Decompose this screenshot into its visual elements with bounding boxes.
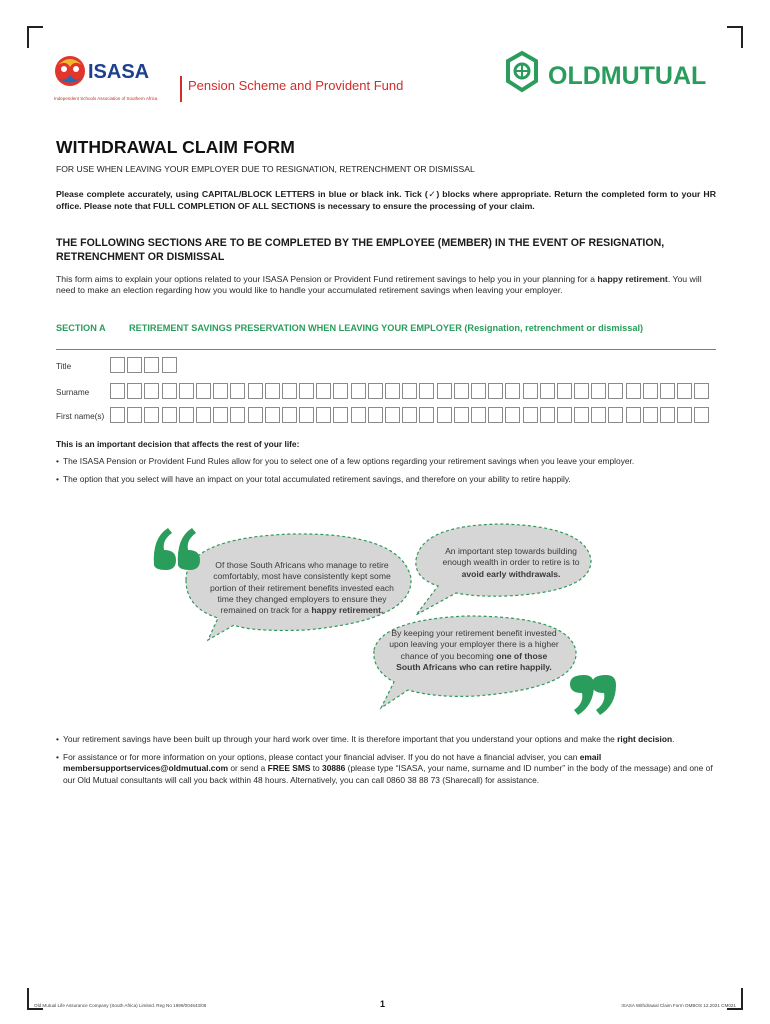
char-box[interactable] <box>127 357 142 373</box>
char-box[interactable] <box>454 383 469 399</box>
char-box[interactable] <box>471 383 486 399</box>
footer-legal: Old Mutual Life Assurance Company (South Africa) Limited. Reg No 1999/004643/06 <box>34 1003 207 1008</box>
section-a-title: RETIREMENT SAVINGS PRESERVATION WHEN LEAVING YOUR EMPLOYER (Resignation, retrenchment or dismissal) <box>129 323 644 333</box>
char-box[interactable] <box>368 383 383 399</box>
char-box[interactable] <box>248 383 263 399</box>
char-box[interactable] <box>162 383 177 399</box>
isasa-subtitle: Independent Schools Association of Southern Africa <box>54 96 158 101</box>
list-item: • The option that you select will have an impact on your total accumulated retirement savings, and therefore on your ability to retire happily. <box>56 474 718 485</box>
first-names-label: First name(s) <box>56 412 105 421</box>
footer-form-code: ISASA Withdrawal Claim Form OMBOS 12.2021 CM021 <box>621 1003 736 1008</box>
char-box[interactable] <box>419 407 434 423</box>
char-box[interactable] <box>643 383 658 399</box>
quote-graphic <box>146 520 626 720</box>
char-box[interactable] <box>230 407 245 423</box>
crop-mark-top-right <box>727 26 743 48</box>
char-box[interactable] <box>127 383 142 399</box>
header-divider <box>180 76 182 102</box>
old-mutual-wordmark: OLDMUTUAL <box>548 62 707 90</box>
char-box[interactable] <box>265 383 280 399</box>
char-box[interactable] <box>591 407 606 423</box>
char-box[interactable] <box>643 407 658 423</box>
char-box[interactable] <box>385 407 400 423</box>
surname-input-boxes[interactable] <box>110 383 712 399</box>
important-heading: This is an important decision that affects the rest of your life: <box>56 439 300 449</box>
char-box[interactable] <box>282 407 297 423</box>
title-label: Title <box>56 362 72 371</box>
char-box[interactable] <box>385 383 400 399</box>
char-box[interactable] <box>162 407 177 423</box>
char-box[interactable] <box>471 407 486 423</box>
char-box[interactable] <box>248 407 263 423</box>
quote-bottom: By keeping your retirement benefit invested upon leaving your employer there is a higher chance of you becoming one of those South Africans who can retire happily. <box>389 628 559 672</box>
char-box[interactable] <box>419 383 434 399</box>
char-box[interactable] <box>454 407 469 423</box>
form-subtitle: FOR USE WHEN LEAVING YOUR EMPLOYER DUE TO RESIGNATION, RETRENCHMENT OR DISMISSAL <box>56 164 475 174</box>
char-box[interactable] <box>368 407 383 423</box>
old-mutual-logo <box>500 50 722 96</box>
bullet-list-bottom <box>56 734 718 793</box>
section-divider <box>56 349 716 350</box>
surname-label: Surname <box>56 388 90 397</box>
char-box[interactable] <box>179 383 194 399</box>
char-box[interactable] <box>574 383 589 399</box>
page-number: 1 <box>380 999 386 1009</box>
char-box[interactable] <box>144 407 159 423</box>
crop-mark-top-left <box>27 26 43 48</box>
char-box[interactable] <box>196 407 211 423</box>
char-box[interactable] <box>110 383 125 399</box>
char-box[interactable] <box>213 407 228 423</box>
char-box[interactable] <box>179 407 194 423</box>
char-box[interactable] <box>144 383 159 399</box>
char-box[interactable] <box>110 357 125 373</box>
char-box[interactable] <box>557 407 572 423</box>
char-box[interactable] <box>144 357 159 373</box>
char-box[interactable] <box>437 407 452 423</box>
char-box[interactable] <box>523 407 538 423</box>
char-box[interactable] <box>316 407 331 423</box>
char-box[interactable] <box>230 383 245 399</box>
list-item: • For assistance or for more information on your options, please contact your financial adviser. If you do not have a financial adviser, you can email membersupportservices@oldmutual.com or send a FREE SMS to 30886 (please type “ISASA, your name, surname and ID number” in the body of the message) and one of our Old Mutual consultants will call you back within 48 hours. Alternatively, you can call 0860 38 88 73 (Sharecall) for assistance. <box>56 752 718 786</box>
char-box[interactable] <box>162 357 177 373</box>
char-box[interactable] <box>540 407 555 423</box>
char-box[interactable] <box>574 407 589 423</box>
char-box[interactable] <box>402 383 417 399</box>
quote-close-icon <box>570 675 616 715</box>
char-box[interactable] <box>694 407 709 423</box>
char-box[interactable] <box>505 383 520 399</box>
char-box[interactable] <box>299 407 314 423</box>
char-box[interactable] <box>591 383 606 399</box>
quote-right: An important step towards building enough wealth in order to retire is to avoid early withdrawals. <box>442 546 580 579</box>
char-box[interactable] <box>523 383 538 399</box>
scheme-title: Pension Scheme and Provident Fund <box>188 78 404 93</box>
char-box[interactable] <box>333 383 348 399</box>
section-a-header <box>56 323 716 349</box>
employee-section-heading: THE FOLLOWING SECTIONS ARE TO BE COMPLETED BY THE EMPLOYEE (MEMBER) IN THE EVENT OF RESIGNATION, RETRENCHMENT OR DISMISSAL <box>56 237 665 263</box>
char-box[interactable] <box>299 383 314 399</box>
char-box[interactable] <box>437 383 452 399</box>
char-box[interactable] <box>540 383 555 399</box>
form-title: WITHDRAWAL CLAIM FORM <box>56 137 295 157</box>
quote-left: Of those South Africans who manage to retire comfortably, most have consistently kept some portion of their retirement benefits invested each time they changed employers to ensure they remained on track for a happy retirement. <box>210 560 394 616</box>
char-box[interactable] <box>660 407 675 423</box>
char-box[interactable] <box>677 383 692 399</box>
list-item: • Your retirement savings have been built up through your hard work over time. It is therefore important that you understand your options and make the right decision. <box>56 734 718 745</box>
char-box[interactable] <box>488 383 503 399</box>
char-box[interactable] <box>677 407 692 423</box>
char-box[interactable] <box>316 383 331 399</box>
form-instructions: Please complete accurately, using CAPITAL/BLOCK LETTERS in blue or black ink. Tick (✓) blocks where appropriate. Return the completed form to your HR office. Please note that FULL COMPLETION OF ALL SECTIONS is necessary to ensure the processing of your claim. <box>56 189 716 211</box>
char-box[interactable] <box>608 407 623 423</box>
char-box[interactable] <box>608 383 623 399</box>
char-box[interactable] <box>402 407 417 423</box>
char-box[interactable] <box>282 383 297 399</box>
char-box[interactable] <box>694 383 709 399</box>
quote-open-icon <box>154 528 200 570</box>
bullet-list-top <box>56 456 718 492</box>
char-box[interactable] <box>333 407 348 423</box>
char-box[interactable] <box>557 383 572 399</box>
section-a-label: SECTION A <box>56 323 106 333</box>
first-names-input-boxes[interactable] <box>110 407 712 423</box>
char-box[interactable] <box>265 407 280 423</box>
char-box[interactable] <box>488 407 503 423</box>
char-box[interactable] <box>660 383 675 399</box>
char-box[interactable] <box>505 407 520 423</box>
support-email-link[interactable]: email membersupportservices@oldmutual.com <box>63 752 602 774</box>
char-box[interactable] <box>626 383 641 399</box>
title-input-boxes[interactable] <box>110 357 179 373</box>
char-box[interactable] <box>351 383 366 399</box>
char-box[interactable] <box>351 407 366 423</box>
old-mutual-emblem-icon <box>508 53 536 90</box>
list-item: • The ISASA Pension or Provident Fund Rules allow for you to select one of a few options regarding your retirement savings when you leave your employer. <box>56 456 718 467</box>
page-header <box>52 48 722 108</box>
isasa-wordmark: ISASA <box>88 61 150 83</box>
form-intro: This form aims to explain your options related to your ISASA Pension or Provident Fund retirement savings to help you in your planning for a happy retirement. You will need to make an election regarding how you would like to handle your accumulated retirement savings when leaving your employer. <box>56 274 702 296</box>
char-box[interactable] <box>110 407 125 423</box>
char-box[interactable] <box>626 407 641 423</box>
char-box[interactable] <box>127 407 142 423</box>
char-box[interactable] <box>196 383 211 399</box>
char-box[interactable] <box>213 383 228 399</box>
